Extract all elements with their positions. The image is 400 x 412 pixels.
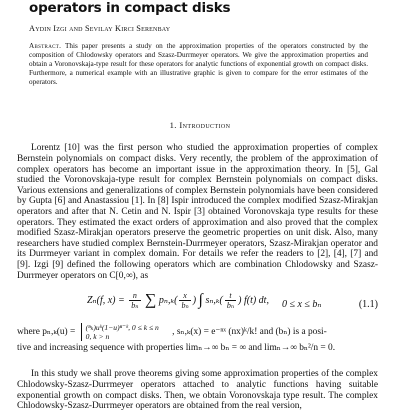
piecewise-cases — [81, 323, 159, 341]
abstract — [29, 42, 368, 87]
eq-frac-x-over-bn: $\frac{x}{\text{bₙ}}$ — [181, 291, 189, 310]
where-continuation: tive and increasing sequence with properties limₙ→∞ bₙ = ∞ and limₙ→∞ bₙ²/n = 0. — [17, 343, 336, 353]
abstract-text: This paper presents a study on the approximation properties of the operators constructed by the composition of Chlodowsky operators and Szasz-Durrmeyer operators. We give the approximation properties and obtain a Voronovskaja-type result for these operators for analytic functions of exponential growth on compact disks. Furthermore, a numerical example with an illustrative graphic is given to compare for the error estimates of the operators. — [29, 42, 368, 86]
eq-p-term: pₙ,ₖ — [158, 294, 175, 306]
intro-paragraph: Lorentz [10] was the first person who studied the approximation properties of complex Bernstein polynomials on compact disks. Very recently, the problem of the approximation of complex operators has become an important issue in the approximation theory. In [5], Gal studied the Voronovskaja-type result for complex Bernstein polynomials on compact disks. Various extensions and generalizations of complex Bernstein polynomials have been considered by Gupta [6] and Anastassiou [1]. In [8] Ispir introduced the complex modified Szasz-Mirakjan operators and after that N. Cetin and N. Ispir [3] obtained Voronovskaja type results for these operators. They estimated the exact orders of approximation and also proved that the complex modified Szasz-Mirakjan operators preserve the geometric properties on unit disk. Also, many researchers have studied complex Bernstein-Durrmeyer operators, Szasz-Mirakjan operator and its Durrmeyer variant in complex domain. For details we refer the readers to [2], [4], [7] and [9]. Izgi [9] defined the following operators which are combination Chlodowsky and Szasz-Durrmeyer operators on C[0,∞), as — [17, 143, 378, 281]
section-heading: 1. Introduction — [169, 120, 231, 130]
paper-title: operators in compact disks — [29, 0, 231, 16]
equation-1-1 — [17, 287, 378, 321]
eq-tail: f(t) dt, — [243, 294, 269, 306]
equation-number: (1.1) — [358, 299, 378, 310]
eq-frac-n-over-bn: $\frac{n}{\text{bₙ}}$ — [131, 291, 139, 310]
where-prefix: where pₙ,ₖ(u) = — [17, 327, 76, 338]
integral-symbol: ∫ — [198, 291, 203, 309]
case-2: 0, k > n — [85, 332, 110, 341]
equation-condition: 0 ≤ x ≤ bₙ — [282, 299, 322, 310]
case-1: (ⁿₖ)uᵏ(1−u)ⁿ⁻ᵏ, 0 ≤ k ≤ n — [85, 323, 159, 332]
sum-symbol: ∑ — [145, 291, 157, 309]
second-paragraph: In this study we shall prove theorems giving some approximation properties of the complex Chlodowsky-Szasz-Durrmeyer operators attached to analytic functions having suitable exponential growth on compact disks. Then, we obtain Voronovskaja type result. The complex Chlodowsky-Szasz-Durrmeyer operators are obtained from the real version, — [17, 369, 378, 412]
where-mid: , sₙ,ₖ(x) = e⁻ⁿˣ (nx)ᵏ/k! and (bₙ) is a posi- — [172, 326, 327, 337]
equation-body: Zₙ(f, x) = $\frac{n}{\text{bₙ}}$ ∑ pₙ,ₖ( $\frac{x}{\text{bₙ}}$ ) ∫ sₙ,ₖ( $\frac{t}{\text{bₙ}}$ ) f(t) dt, — [87, 291, 269, 310]
eq-frac-t-over-bn: $\frac{t}{\text{bₙ}}$ — [226, 291, 235, 310]
eq-lhs: Zₙ(f, x) = — [87, 294, 125, 306]
eq-s-term: sₙ,ₖ — [205, 294, 220, 306]
abstract-label: Abstract. — [29, 42, 62, 50]
where-clause — [17, 323, 378, 354]
author-line: Aydin Izgi and Sevilay Kirci Serenbay — [29, 24, 171, 33]
